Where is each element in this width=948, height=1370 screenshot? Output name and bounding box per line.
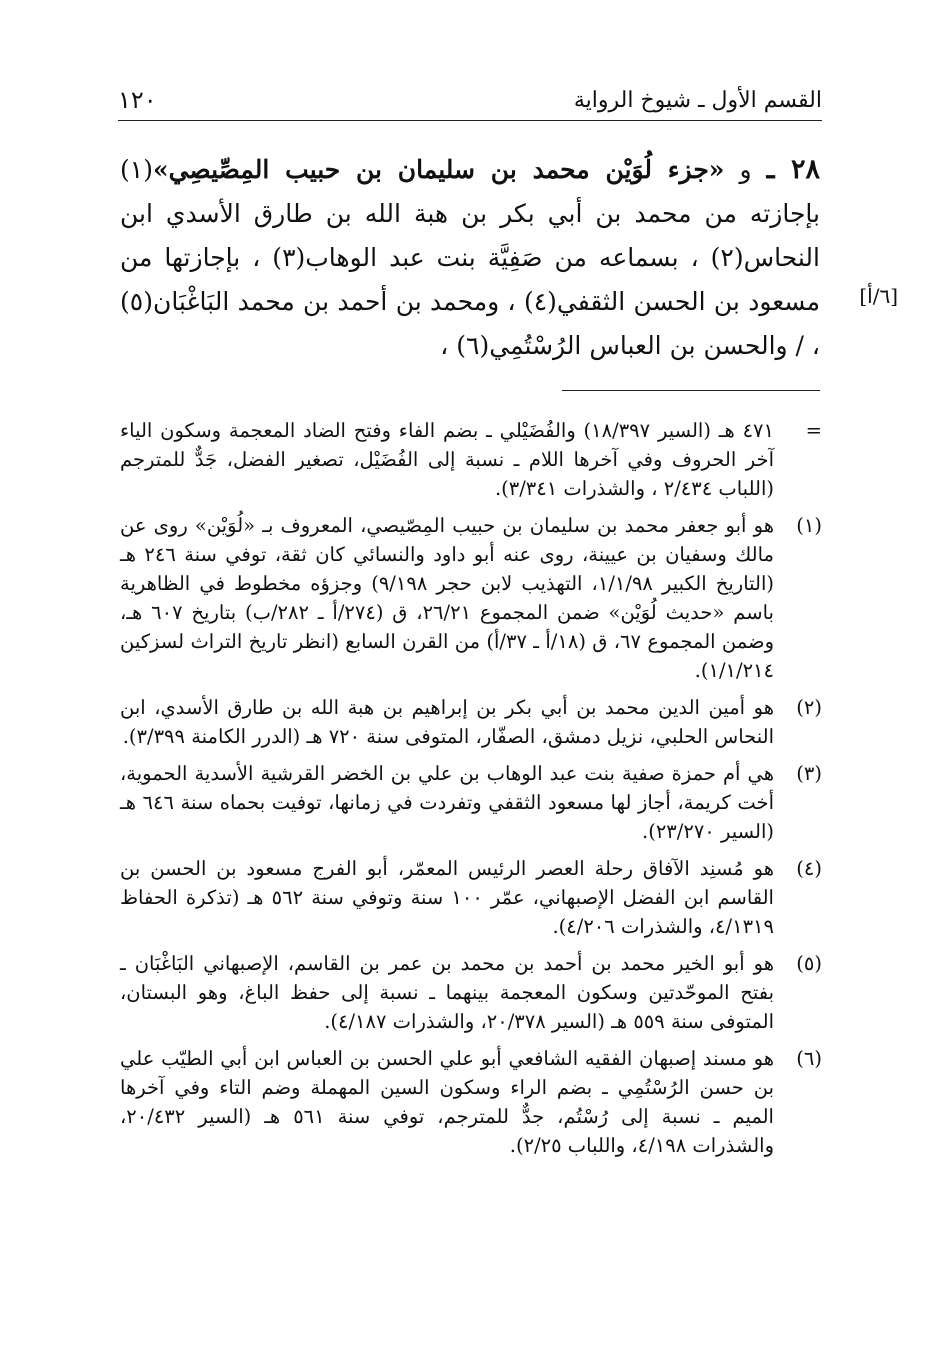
footnote-marker: (٦) (796, 1047, 822, 1070)
footnote-text: هو مسند إصبهان الفقيه الشافعي أبو علي الحسن بن العباس ابن أبي الطيّب علي بن حسن الرُسْتُمِي ـ بضم الراء وسكون السين المهملة وضم التاء وفي آخرها الميم ـ نسبة إلى رُسْتُم، جدٌّ للمترجم، توفي سنة ٥٦١ هـ (السير ٢٠/٤٣٢، والشذرات ٤/١٩٨، واللباب ٢/٢٥). (120, 1047, 774, 1157)
footnote-divider (562, 390, 820, 391)
footnote-marker: (٢) (796, 696, 822, 719)
footnote-item (120, 854, 826, 941)
footnote-text: هي أم حمزة صفية بنت عبد الوهاب بن علي بن الخضر القرشية الأسدية الحموية، أخت كريمة، أجاز لها مسعود الثقفي وتفردت في زمانها، توفيت بحماه سنة ٦٤٦ هـ (السير ٢٣/٢٧٠). (120, 762, 774, 843)
entry-number: ٢٨ ـ (766, 154, 821, 185)
footnote-marker: (٥) (796, 952, 822, 975)
running-header (118, 84, 822, 121)
footnote-item (120, 949, 826, 1036)
running-title: القسم الأول ـ شيوخ الرواية (573, 88, 822, 113)
entry-paragraph (120, 148, 820, 368)
footnote-text: هو أمين الدين محمد بن أبي بكر بن إبراهيم بن هبة الله بن طارق الأسدي، ابن النحاس الحلبي، نزيل دمشق، الصفّار، المتوفى سنة ٧٢٠ هـ (الدرر الكامنة ٣/٣٩٩). (120, 696, 774, 748)
footnote-marker: (٣) (796, 762, 822, 785)
footnote-item (120, 416, 826, 503)
manuscript-folio-marker: [٦/أ] (859, 284, 898, 308)
entry-prefix: و (724, 155, 767, 184)
entry-title: «جزء لُوَيْن محمد بن سليمان بن حبيب المِصِّيصِي» (152, 155, 725, 184)
footnote-item (120, 1044, 826, 1160)
footnote-text: هو أبو جعفر محمد بن سليمان بن حبيب المِصّيصي، المعروف بـ «لُوَيْن» روى عن مالك وسفيان بن عيينة، روى عنه أبو داود والنسائي كان ثقة، توفي سنة ٢٤٦ هـ (التاريخ الكبير ١/١/٩٨، التهذيب لابن حجر ٩/١٩٨) وجزؤه مخطوط في الظاهرية باسم «حديث لُوَيْن» ضمن المجموع ٢٦/٢١، ق (٢٧٤/أ ـ ٢٨٢/ب) بتاريخ ٦٠٧ هـ، وضمن المجموع ٦٧، ق (١٨/أ ـ ٣٧/أ) من القرن السابع (انظر تاريخ التراث لسزكين ١/١/٢١٤). (120, 514, 775, 682)
footnotes-section (120, 416, 826, 1168)
footnote-marker: (١) (796, 514, 822, 537)
footnote-item (120, 511, 826, 685)
footnote-marker: = (805, 419, 822, 442)
footnote-item (120, 759, 826, 846)
footnote-text: هو مُسنِد الآفاق رحلة العصر الرئيس المعمّر، أبو الفرج مسعود بن الحسن بن القاسم ابن الفضل الإصبهاني، عمّر ١٠٠ سنة وتوفي سنة ٥٦٢ هـ (تذكرة الحفاظ ٤/١٣١٩، والشذرات ٤/٢٠٦). (120, 857, 774, 938)
entry-text: (١) بإجازته من محمد بن أبي بكر بن هبة الله بن طارق الأسدي ابن النحاس(٢) ، بسماعه من صَفِيَّة بنت عبد الوهاب(٣) ، بإجازتها من مسعود بن الحسن الثقفي(٤) ، ومحمد بن أحمد بن محمد البَاغْبَان(٥) ، / والحسن بن العباس الرُسْتُمِي(٦) ، (120, 155, 820, 360)
footnote-text: هو أبو الخير محمد بن أحمد بن محمد بن عمر بن القاسم، الإصبهاني البَاغْبَان ـ بفتح الموحّدتين وسكون المعجمة بينهما ـ نسبة إلى حفظ الباغ، وهو البستان، المتوفى سنة ٥٥٩ هـ (السير ٢٠/٣٧٨، والشذرات ٤/١٨٧). (120, 952, 774, 1033)
footnote-text: ٤٧١ هـ (السير ١٨/٣٩٧) والفُضَيْلي ـ بضم الفاء وفتح الضاد المعجمة وسكون الياء آخر الحروف وفي آخرها اللام ـ نسبة إلى الفُضَيْل، تصغير الفضل، جَدٌّ للمترجم (اللباب ٢/٤٣٤ ، والشذرات ٣/٣٤١). (120, 419, 774, 500)
footnote-marker: (٤) (796, 857, 822, 880)
page-number: ١٢٠ (118, 86, 157, 114)
footnote-item (120, 693, 826, 751)
